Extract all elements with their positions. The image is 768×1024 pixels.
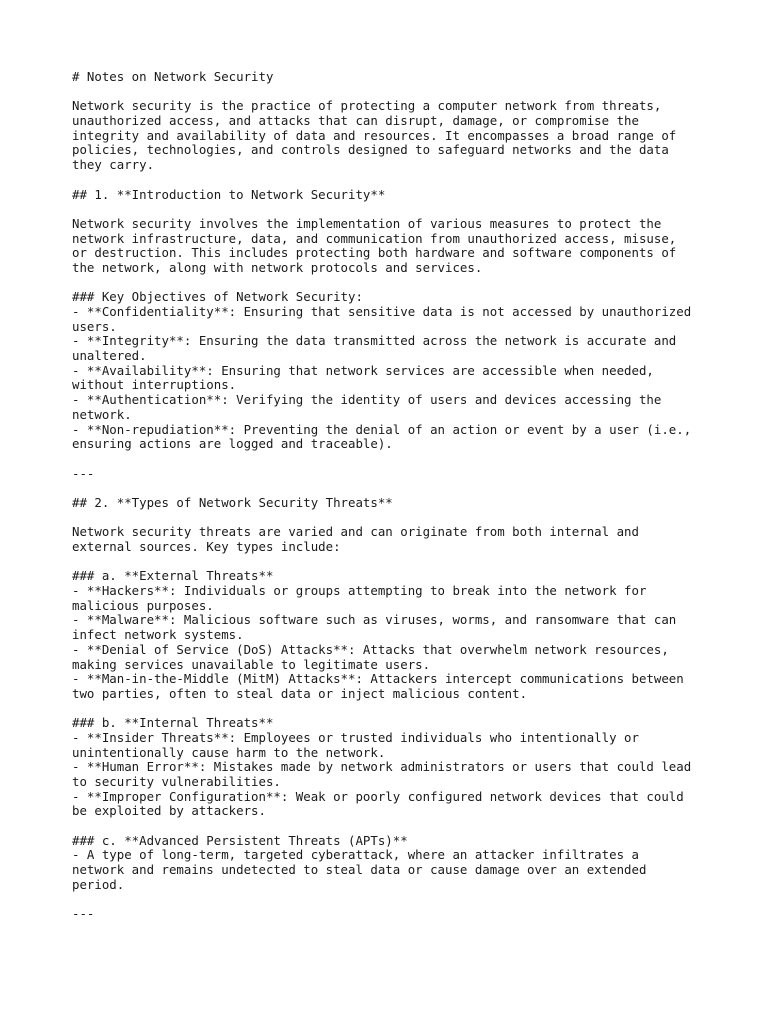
text-line: ### b. **Internal Threats**	[72, 715, 274, 731]
document-page	[72, 70, 732, 937]
text-block	[72, 716, 732, 819]
text-line: - **Non-repudiation**: Preventing the denial of an action or event by a user (i.e.,	[72, 421, 692, 437]
text-line: ### c. **Advanced Persistent Threats (APTs)**	[72, 832, 408, 848]
text-block	[72, 217, 732, 276]
text-line: Network security is the practice of protecting a computer network from threats,	[72, 98, 662, 114]
text-line: - **Human Error**: Mistakes made by network administrators or users that could lead	[72, 759, 692, 775]
text-line: - **Availability**: Ensuring that network services are accessible when needed,	[72, 362, 654, 378]
text-block	[72, 467, 732, 482]
text-block	[72, 290, 732, 452]
text-line: - **Integrity**: Ensuring the data transmitted across the network is accurate and	[72, 333, 677, 349]
text-block	[72, 525, 732, 554]
text-line: two parties, often to steal data or inject malicious content.	[72, 685, 528, 701]
text-block	[72, 496, 732, 511]
text-line: policies, technologies, and controls designed to safeguard networks and the data	[72, 142, 669, 158]
text-line: external sources. Key types include:	[72, 539, 341, 554]
text-line: ---	[72, 906, 95, 922]
text-line: - **Malware**: Malicious software such as viruses, worms, and ransomware that can	[72, 612, 677, 628]
text-line: ## 2. **Types of Network Security Threats**	[72, 494, 393, 510]
text-line: Network security involves the implementation of various measures to protect the	[72, 215, 662, 231]
text-line: or destruction. This includes protecting both hardware and software components of	[72, 245, 677, 261]
text-line: without interruptions.	[72, 377, 237, 393]
text-line: be exploited by attackers.	[72, 803, 266, 819]
text-block	[72, 70, 732, 85]
text-line: ### Key Objectives of Network Security:	[72, 289, 363, 305]
text-block	[72, 907, 732, 922]
text-line: unaltered.	[72, 348, 147, 364]
text-line: infect network systems.	[72, 627, 244, 643]
text-block	[72, 569, 732, 701]
text-line: they carry.	[72, 157, 155, 173]
text-line: malicious purposes.	[72, 597, 214, 613]
text-line: ## 1. **Introduction to Network Security**	[72, 186, 386, 202]
text-block	[72, 188, 732, 203]
text-block	[72, 834, 732, 893]
text-line: period.	[72, 876, 125, 892]
text-line: - **Hackers**: Individuals or groups attempting to break into the network for	[72, 583, 647, 599]
text-line: - **Denial of Service (DoS) Attacks**: Attacks that overwhelm network resources,	[72, 641, 669, 657]
text-line: users.	[72, 318, 117, 334]
text-line: unauthorized access, and attacks that can disrupt, damage, or compromise the	[72, 113, 639, 129]
text-block	[72, 99, 732, 172]
text-line: to security vulnerabilities.	[72, 774, 281, 789]
text-line: network and remains undetected to steal data or cause damage over an extended	[72, 862, 647, 878]
text-line: making services unavailable to legitimate users.	[72, 656, 431, 672]
text-line: - **Improper Configuration**: Weak or poorly configured network devices that could	[72, 788, 684, 804]
text-line: Network security threats are varied and can originate from both internal and	[72, 524, 639, 540]
text-line: the network, along with network protocols and services.	[72, 259, 483, 275]
text-line: - **Confidentiality**: Ensuring that sensitive data is not accessed by unauthorized	[72, 304, 692, 319]
text-line: ---	[72, 465, 95, 481]
text-line: unintentionally cause harm to the network.	[72, 744, 386, 760]
text-line: ensuring actions are logged and traceable).	[72, 436, 393, 452]
text-line: integrity and availability of data and resources. It encompasses a broad range of	[72, 127, 677, 143]
text-line: - **Man-in-the-Middle (MitM) Attacks**: Attackers intercept communications between	[72, 671, 684, 687]
text-line: ### a. **External Threats**	[72, 568, 274, 584]
text-line: - A type of long-term, targeted cyberattack, where an attacker infiltrates a	[72, 847, 639, 863]
text-line: network.	[72, 406, 132, 422]
text-line: network infrastructure, data, and communication from unauthorized access, misuse,	[72, 230, 677, 246]
text-line: - **Authentication**: Verifying the identity of users and devices accessing the	[72, 392, 662, 408]
text-line: - **Insider Threats**: Employees or trusted individuals who intentionally or	[72, 729, 639, 745]
text-line: # Notes on Network Security	[72, 69, 274, 84]
